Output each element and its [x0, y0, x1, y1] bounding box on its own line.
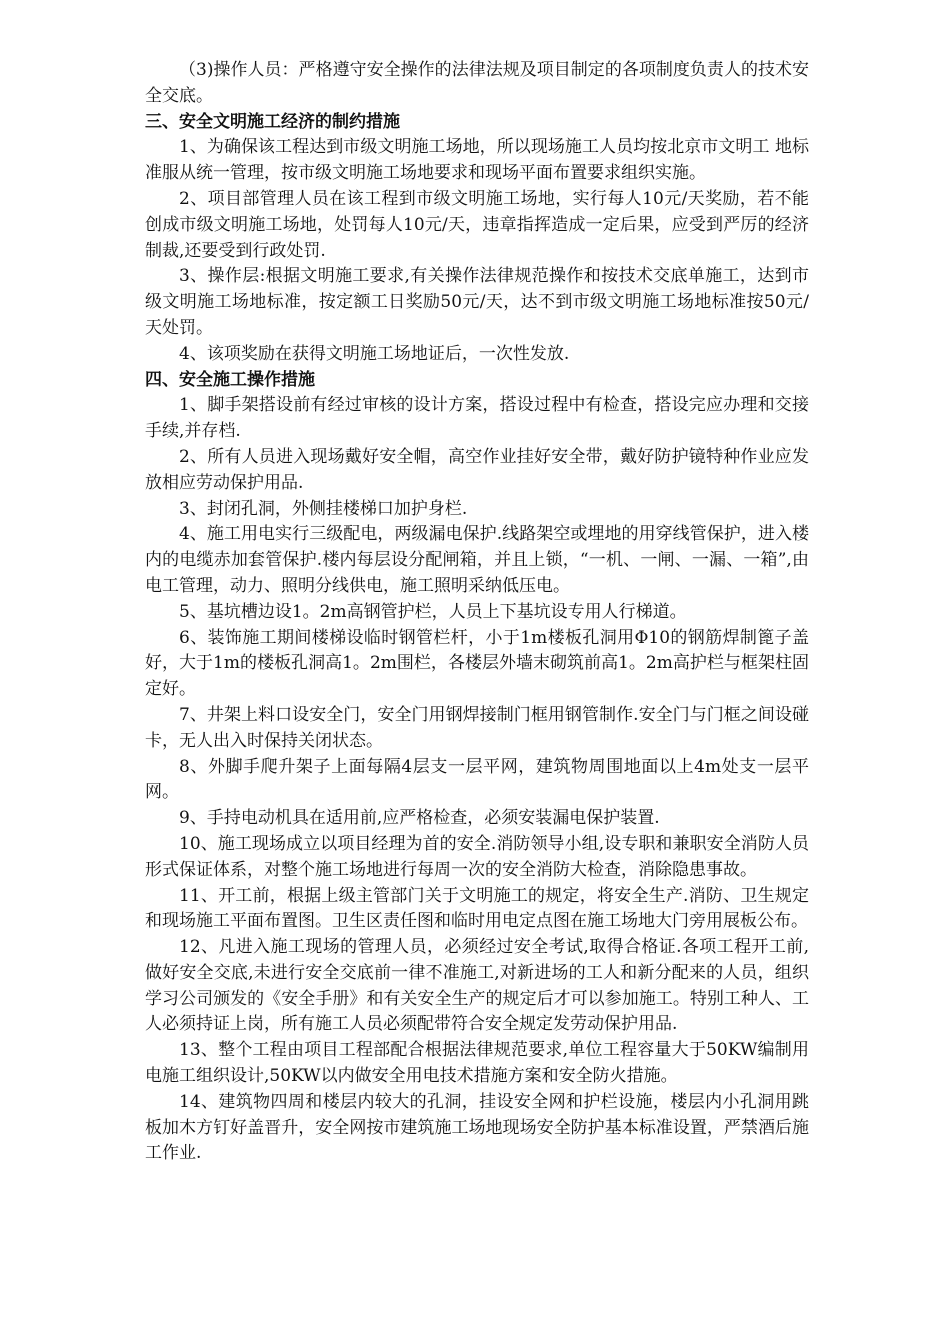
paragraph-s3-2: 2、项目部管理人员在该工程到市级文明施工场地，实行每人10元/天奖励，若不能创成市级文明施工场地，处罚每人10元/天，违章指挥造成一定后果，应受到严厉的经济制裁,还要受到行政处罚.	[145, 188, 809, 261]
paragraph-s4-4: 4、施工用电实行三级配电，两级漏电保护.线路架空或埋地的用穿线管保护，进入楼内的电缆赤加套管保护.楼内每层设分配闸箱，并且上锁，“一机、一闸、一漏、一箱”,由电工管理，动力、照明分线供电，施工照明采纳低压电。	[145, 524, 809, 596]
paragraph-s4-13: 13、整个工程由项目工程部配合根据法律规范要求,单位工程容量大于50KW编制用电施工组织设计,50KW以内做安全用电技术措施方案和安全防火措施。	[145, 1040, 809, 1087]
document-page	[145, 58, 809, 1167]
paragraph-s4-5: 5、基坑槽边设1。2m高钢管护栏，人员上下基坑设专用人行梯道。	[179, 601, 687, 622]
paragraph-s4-11: 11、开工前，根据上级主管部门关于文明施工的规定，将安全生产.消防、卫生规定和现场施工平面布置图。卫生区责任图和临时用电定点图在施工场地大门旁用展板公布。	[145, 885, 809, 932]
paragraph-s4-12: 12、凡进入施工现场的管理人员，必须经过安全考试,取得合格证.各项工程开工前,做好安全交底,未进行安全交底前一律不准施工,对新进场的工人和新分配来的人员，组织学习公司颁发的《安全手册》和有关安全生产的规定后才可以参加施工。特别工种人、工人必须持证上岗，所有施工人员必须配带符合安全规定发劳动保护用品.	[145, 937, 809, 1035]
paragraph-s3-3: 3、操作层:根据文明施工要求,有关操作法律规范操作和按技术交底单施工，达到市级文明施工场地标准，按定额工日奖励50元/天，达不到市级文明施工场地标准按50元/天处罚。	[145, 266, 809, 338]
paragraph-s4-7: 7、井架上料口设安全门，安全门用钢焊接制门框用钢管制作.安全门与门框之间设碰卡，无人出入时保持关闭状态。	[145, 704, 809, 751]
paragraph-s4-3: 3、封闭孔洞，外侧挂楼梯口加护身栏.	[179, 498, 468, 519]
section-heading-4: 四、安全施工操作措施	[145, 369, 315, 390]
section-heading-3: 三、安全文明施工经济的制约措施	[145, 111, 400, 132]
paragraph-s4-2: 2、所有人员进入现场戴好安全帽，高空作业挂好安全带，戴好防护镜特种作业应发放相应劳动保护用品.	[145, 446, 809, 493]
paragraph-s4-8: 8、外脚手爬升架子上面每隔4层支一层平网，建筑物周围地面以上4m处支一层平网。	[145, 756, 809, 803]
paragraph-s3-4: 4、该项奖励在获得文明施工场地证后，一次性发放.	[179, 343, 570, 364]
paragraph-s4-14: 14、建筑物四周和楼层内较大的孔洞，挂设安全网和护栏设施，楼层内小孔洞用跳板加木方钉好盖晋升，安全网按市建筑施工场地现场安全防护基本标准设置，严禁酒后施工作业.	[145, 1091, 809, 1164]
paragraph-intro-item: （3)操作人员：严格遵守安全操作的法律法规及项目制定的各项制度负责人的技术安全交底。	[145, 60, 809, 106]
paragraph-s3-1: 1、为确保该工程达到市级文明施工场地，所以现场施工人员均按北京市文明工 地标准服从统一管理，按市级文明施工场地要求和现场平面布置要求组织实施。	[145, 137, 809, 184]
paragraph-s4-10: 10、施工现场成立以项目经理为首的安全.消防领导小组,设专职和兼职安全消防人员形式保证体系，对整个施工场地进行每周一次的安全消防大检查，消除隐患事故。	[145, 833, 809, 880]
paragraph-s4-1: 1、脚手架搭设前有经过审核的设计方案，搭设过程中有检查，搭设完应办理和交接手续,并存档.	[145, 395, 809, 442]
paragraph-s4-6: 6、装饰施工期间楼梯设临时钢管栏杆，小于1m楼板孔洞用Φ10的钢筋焊制篦子盖好，大于1m的楼板孔洞高1。2m围栏，各楼层外墙末砌筑前高1。2m高护栏与框架柱固定好。	[145, 627, 809, 700]
paragraph-s4-9: 9、手持电动机具在适用前,应严格检查，必须安装漏电保护装置.	[179, 808, 660, 829]
